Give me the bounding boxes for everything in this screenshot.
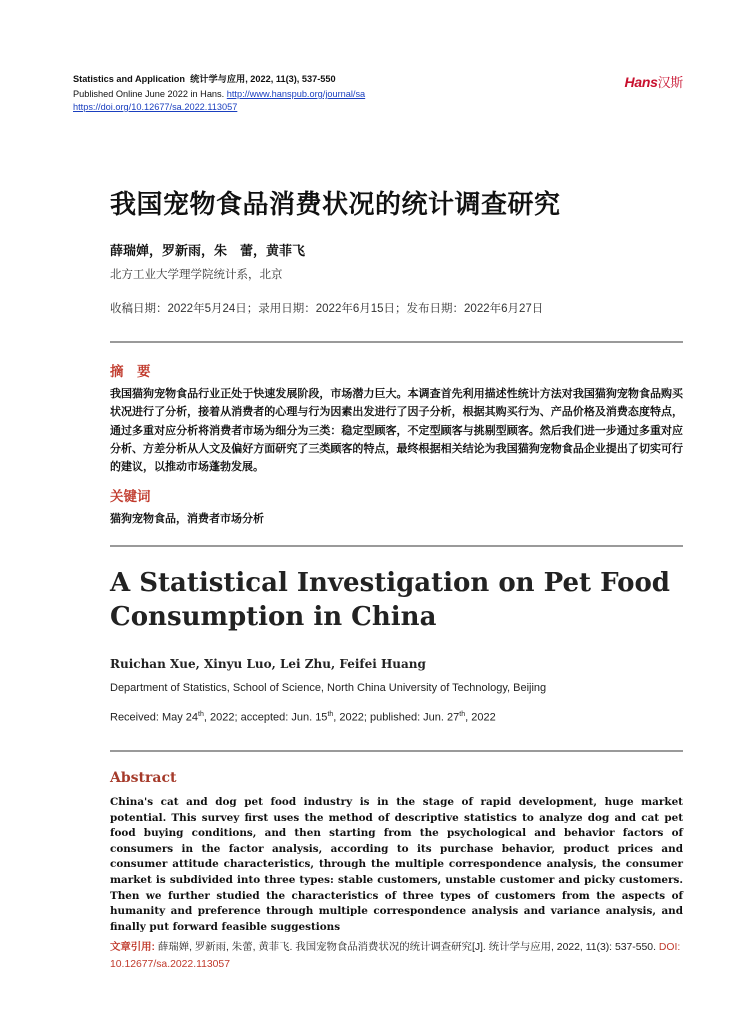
dates-cn: 收稿日期：2022年5月24日；录用日期：2022年6月15日；发布日期：2022年6月27日 bbox=[110, 303, 544, 315]
authors-en: Ruichan Xue, Xinyu Luo, Lei Zhu, Feifei Huang bbox=[110, 657, 426, 671]
citation-text: 薛瑞婵, 罗新雨, 朱蕾, 黄菲飞. 我国宠物食品消费状况的统计调查研究[J]. 统计学与应用, 2022, 11(3): 537-550. bbox=[157, 942, 656, 953]
doi-url-link[interactable]: https://doi.org/10.12677/sa.2022.113057 bbox=[73, 102, 238, 112]
affiliation-cn: 北方工业大学理学院统计系，北京 bbox=[110, 269, 283, 281]
abstract-en: China's cat and dog pet food industry is in the stage of rapid development, huge market potential. This survey first uses the method of descriptive statistics to analyze dog and cat pet food buying conditions, and then starting from the psychological and behavior factors of consumers in the factor analysis, according to its purchase behavior, product prices and consumer attitude characteristics, through the multiple correspondence analysis, the consumer market is subdivided into three types: stable customers, unstable customer and picky customers. Then we further studied the characteristics of three types of customers from the aspects of humanity and preference through multiple correspondence analysis and variance analysis, and finally put forward feasible suggestions bbox=[110, 796, 683, 933]
journal-url-link[interactable]: http://www.hanspub.org/journal/sa bbox=[226, 89, 366, 99]
accepted-date: , 2022; accepted: Jun. 15 bbox=[203, 711, 328, 724]
doi-line bbox=[73, 101, 237, 113]
citation-label: 文章引用: bbox=[110, 942, 156, 953]
journal-header bbox=[73, 73, 336, 85]
logo-cn-text: 汉斯 bbox=[657, 75, 683, 90]
published-line bbox=[73, 88, 365, 100]
publisher-logo bbox=[625, 72, 683, 91]
accepted-sup: th bbox=[327, 711, 334, 718]
received-sup: th bbox=[198, 711, 204, 718]
received-date: Received: May 24 bbox=[110, 711, 199, 724]
authors-cn: 薛瑞婵，罗新雨，朱 蕾，黄菲飞 bbox=[110, 244, 306, 259]
abstract-cn: 我国猫狗宠物食品行业正处于快速发展阶段，市场潜力巨大。本调查首先利用描述性统计方法对我国猫狗宠物食品购买状况进行了分析，接着从消费者的心理与行为因素出发进行了因子分析，根据其购买行为、产品价格及消费态度特点，通过多重对应分析将消费者市场为细分为三类：稳定型顾客，不定型顾客与挑剔型顾客。然后我们进一步通过多重对应分析、方差分析从人文及偏好方面研究了三类顾客的特点，最终根据相关结论为我国猫狗宠物食品企业提出了切实可行的建议，以推动市场蓬勃发展。 bbox=[110, 388, 683, 474]
published-year: , 2022 bbox=[465, 711, 496, 724]
published-text: Published Online June 2022 in Hans. bbox=[73, 89, 225, 99]
citation bbox=[110, 940, 683, 973]
published-sup: th bbox=[459, 711, 466, 718]
paper-title-en: A Statistical Investigation on Pet Food Consumption in China bbox=[110, 568, 670, 632]
divider bbox=[110, 545, 683, 547]
abstract-heading-cn: 摘 要 bbox=[110, 364, 151, 379]
keywords-cn: 猫狗宠物食品，消费者市场分析 bbox=[110, 513, 264, 525]
citation-doi[interactable]: DOI: 10.12677/sa.2022.113057 bbox=[110, 942, 681, 970]
journal-name-en: Statistics and Application bbox=[73, 74, 185, 84]
journal-info-cn: 统计学与应用, 2022, 11(3), 537-550 bbox=[190, 74, 336, 84]
published-date: , 2022; published: Jun. 27 bbox=[333, 711, 460, 724]
affiliation-en: Department of Statistics, School of Science, North China University of Technology, Beijing bbox=[110, 682, 547, 694]
dates-en bbox=[110, 711, 496, 724]
paper-title-cn: 我国宠物食品消费状况的统计调查研究 bbox=[110, 190, 561, 220]
divider bbox=[110, 341, 683, 343]
logo-text: Hans bbox=[624, 74, 658, 90]
divider bbox=[110, 750, 683, 752]
abstract-heading-en: Abstract bbox=[110, 770, 177, 786]
keywords-heading-cn: 关键词 bbox=[110, 489, 151, 504]
